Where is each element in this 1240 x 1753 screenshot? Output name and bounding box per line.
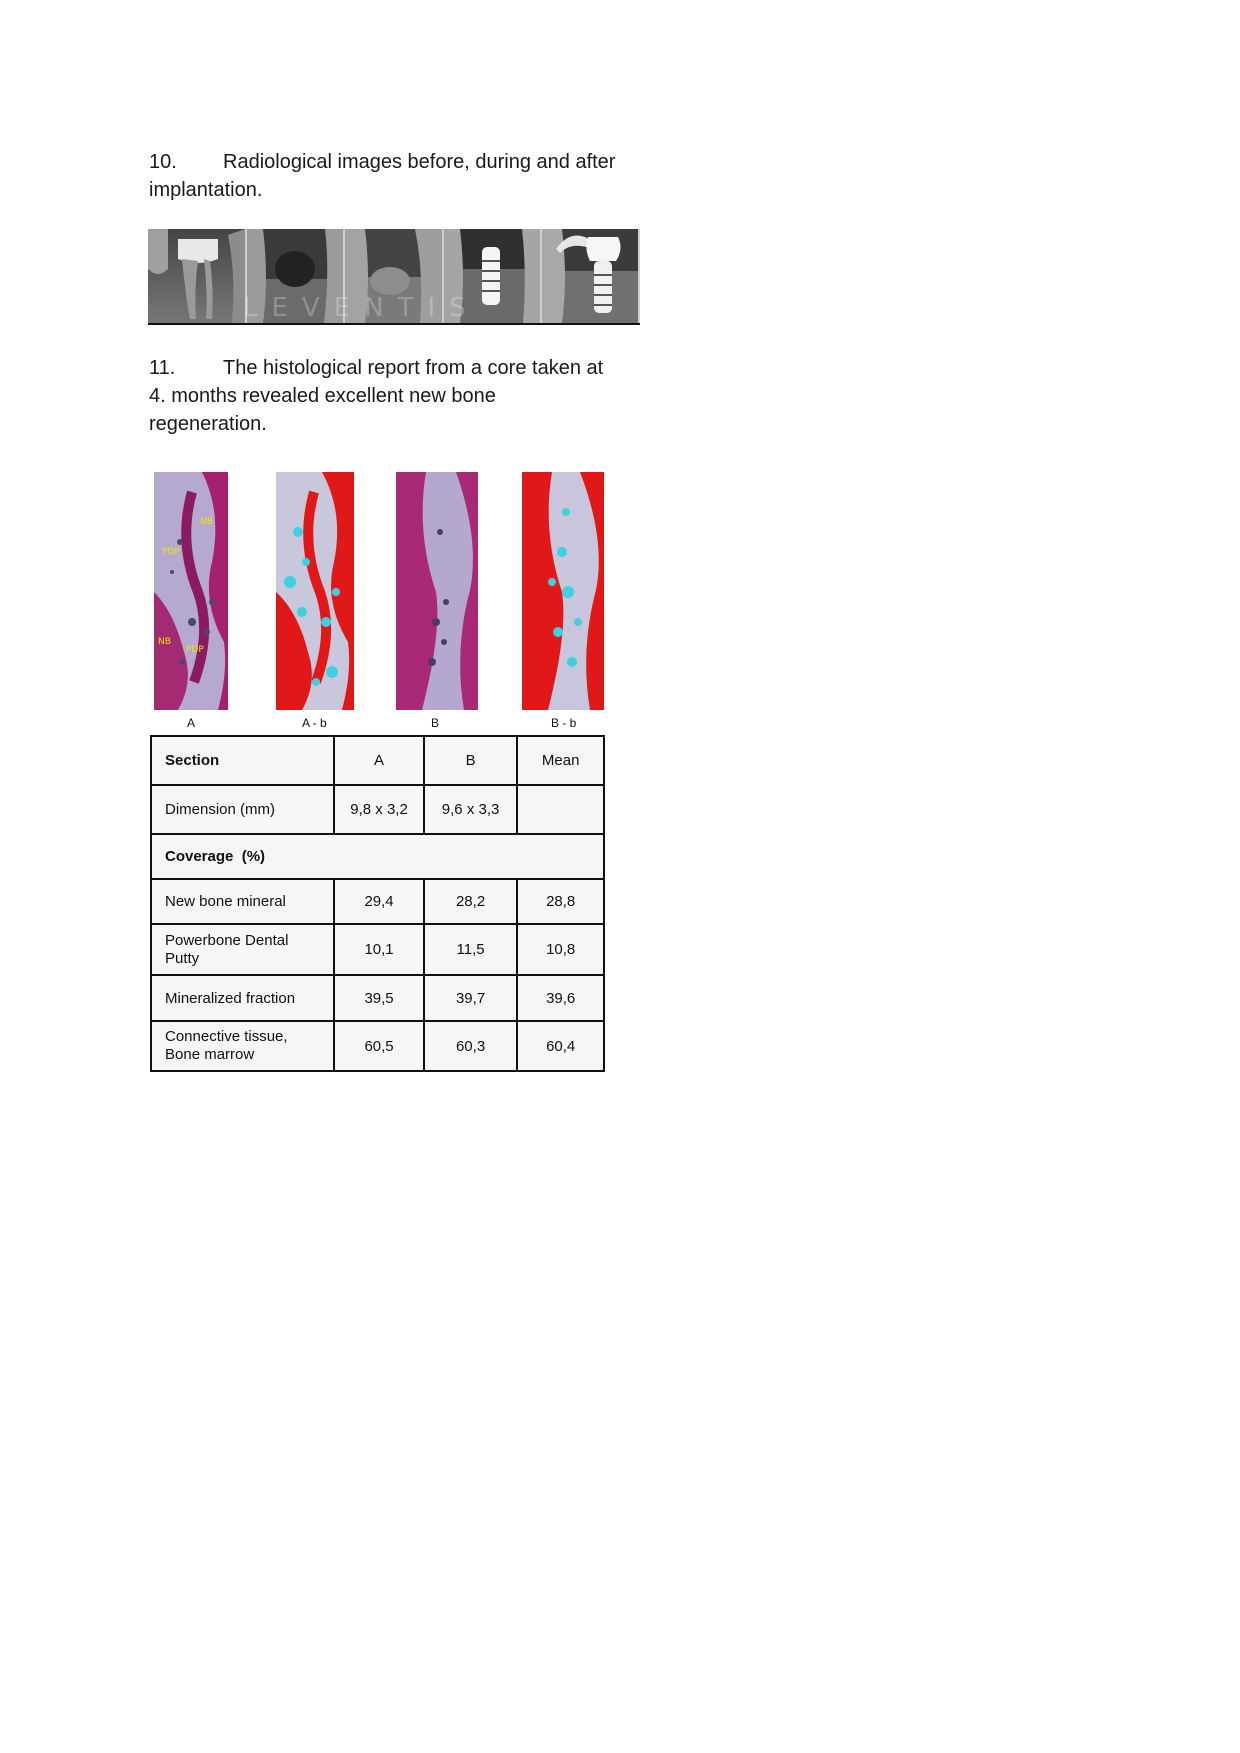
table-row xyxy=(151,975,604,1021)
table-cell: Mineralized fraction xyxy=(151,975,334,1021)
table-cell: Connective tissue, Bone marrow xyxy=(151,1021,334,1071)
label-nb: NB xyxy=(158,637,171,647)
item-text: Radiological images before, during and after implantation. xyxy=(149,151,616,201)
histology-panel-b-b xyxy=(522,472,604,710)
table-cell: 10,8 xyxy=(517,924,604,975)
table-cell: Dimension (mm) xyxy=(151,785,334,834)
histology-panel-a xyxy=(152,472,230,710)
item-number: 10. xyxy=(149,151,177,173)
table-row-dimension xyxy=(151,785,604,834)
panel-label-b-b: B - b xyxy=(551,716,577,730)
panel-label-b: B xyxy=(431,716,440,730)
table-cell: Powerbone Dental Putty xyxy=(151,924,334,975)
table-cell: 39,5 xyxy=(334,975,424,1021)
panel-label-a: A xyxy=(187,716,196,730)
table-header-row xyxy=(151,736,604,785)
table-cell: 28,2 xyxy=(424,879,518,924)
table-cell xyxy=(517,785,604,834)
table-cell: 39,6 xyxy=(517,975,604,1021)
list-item-11 xyxy=(149,354,619,438)
histology-panel-a-b xyxy=(276,472,354,710)
table-cell: 39,7 xyxy=(424,975,518,1021)
table-cell: 29,4 xyxy=(334,879,424,924)
list-item-10 xyxy=(149,148,619,204)
table-row xyxy=(151,1021,604,1071)
label-pdp: PDP xyxy=(186,645,204,655)
histology-panel-b xyxy=(396,472,478,710)
table-cell: 9,8 x 3,2 xyxy=(334,785,424,834)
table-header-cell: Mean xyxy=(517,736,604,785)
table-header-cell: Section xyxy=(151,736,334,785)
radiograph-before xyxy=(148,229,247,323)
table-row xyxy=(151,879,604,924)
table-row xyxy=(151,924,604,975)
table-header-cell: A xyxy=(334,736,424,785)
table-cell: 11,5 xyxy=(424,924,518,975)
xray-watermark: LEVENTIS xyxy=(243,293,480,323)
table-header-cell: B xyxy=(424,736,518,785)
table-cell: 10,1 xyxy=(334,924,424,975)
coverage-title: Coverage (%) xyxy=(151,834,604,879)
coverage-table xyxy=(150,735,605,1072)
radiograph-strip xyxy=(148,229,640,325)
table-cell: 60,5 xyxy=(334,1021,424,1071)
item-text: The histological report from a core taken at 4. months revealed excellent new bone regeneration. xyxy=(149,357,604,435)
table-cell: 60,3 xyxy=(424,1021,518,1071)
table-cell: New bone mineral xyxy=(151,879,334,924)
item-number: 11. xyxy=(149,357,176,379)
label-pdp: PDP xyxy=(162,547,180,557)
table-cell: 28,8 xyxy=(517,879,604,924)
radiograph-after xyxy=(542,229,640,323)
panel-label-a-b: A - b xyxy=(302,716,327,730)
table-cell: 60,4 xyxy=(517,1021,604,1071)
table-cell: 9,6 x 3,3 xyxy=(424,785,518,834)
label-nb: NB xyxy=(200,517,213,527)
table-row-coverage-title xyxy=(151,834,604,879)
